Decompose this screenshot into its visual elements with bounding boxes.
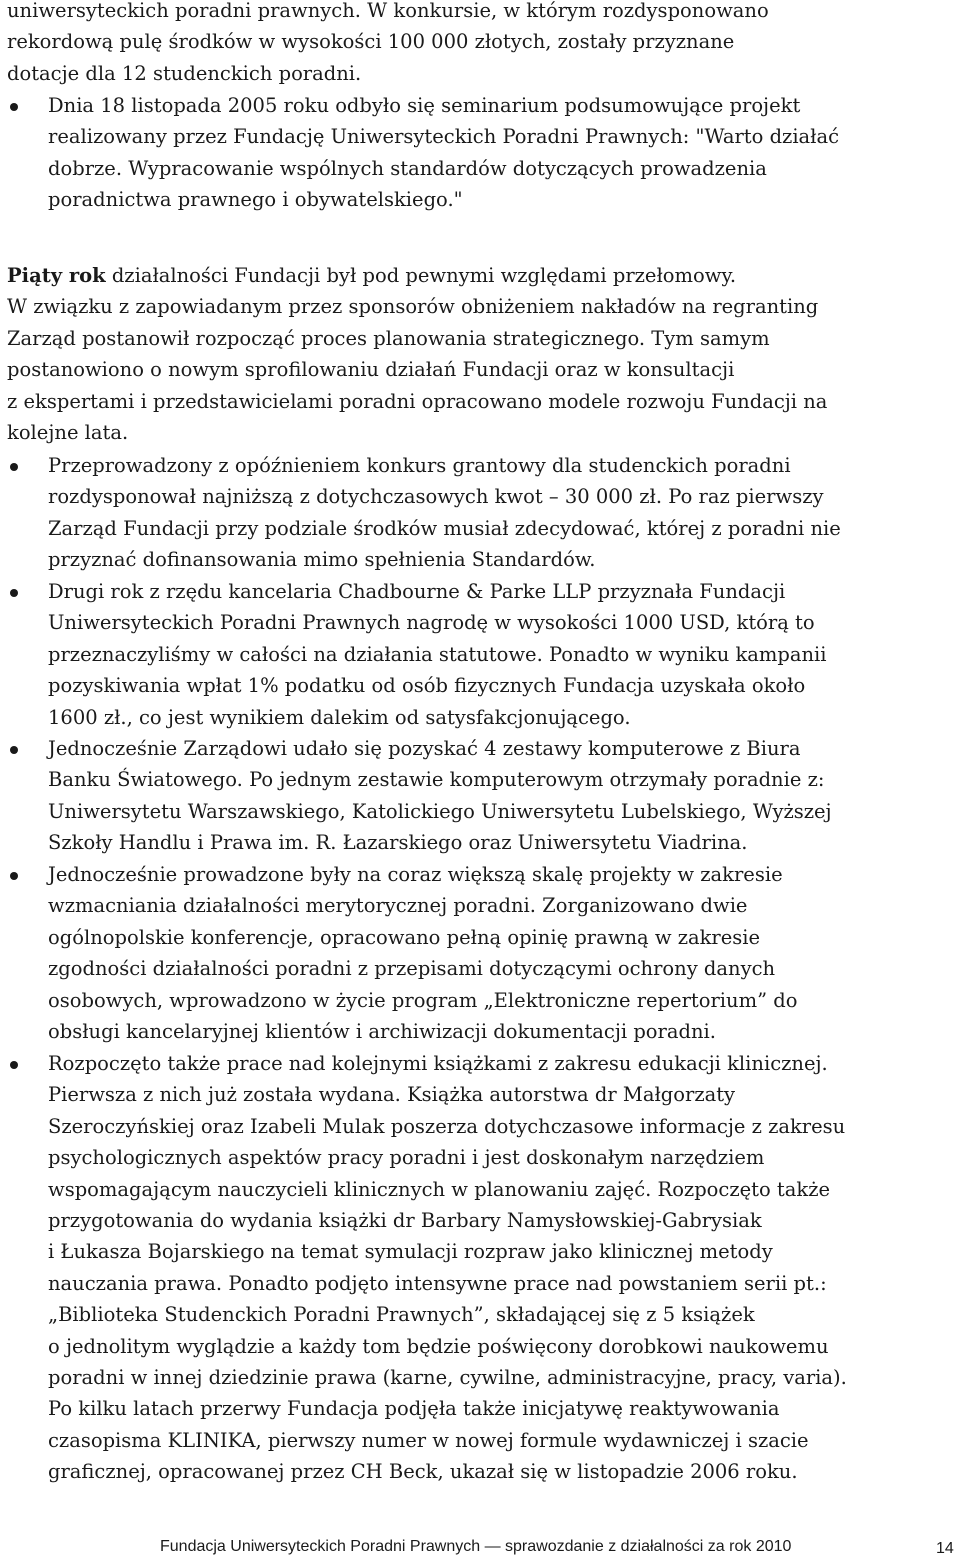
fifth-year-paragraph — [7, 260, 955, 448]
bullet-icon — [10, 746, 18, 754]
bullet-icon — [10, 463, 18, 471]
seminar-bullet-text: Dnia 18 listopada 2005 roku odbyło się seminarium podsumowujące projekt realizowany przez Fundację Uniwersyteckich Poradni Prawnych: "Warto działać dobrze. Wypracowanie wspólnych standardów dotyczących prowadzenia poradnictwa prawnego i obywatelskiego." — [48, 94, 840, 212]
bullet-icon — [10, 103, 18, 111]
bullet-icon — [10, 872, 18, 880]
bullet-icon — [10, 1061, 18, 1069]
intro-paragraph-tail: uniwersyteckich poradni prawnych. W konkursie, w którym rozdysponowano rekordową pulę środków w wysokości 100 000 złotych, zostały przyznane dotacje dla 12 studenckich poradni. — [7, 0, 769, 85]
fifth-year-rest: działalności Fundacji był pod pewnymi względami przełomowy. W związku z zapowiadanym przez sponsorów obniżeniem nakładów na regranting Zarząd postanowił rozpocząć proces planowania strategicznego. Tym samym postanowiono o nowym sprofilowaniu działań Fundacji oraz w konsultacji z ekspertami i przedstawicielami poradni opracowano modele rozwoju Fundacji na kolejne lata. — [7, 264, 828, 445]
fifth-year-bold-lead: Piąty rok — [7, 264, 106, 287]
bullet-item-contest: Przeprowadzony z opóźnieniem konkurs grantowy dla studenckich poradni rozdysponował najniższą z dotychczasowych kwot – 30 000 zł. Po raz pierwszy Zarząd Fundacji przy podziale środków musiał zdecydować, której z poradni nie przyznać dofinansowania mimo spełnienia Standardów. — [48, 454, 841, 572]
page-footer: Fundacja Uniwersyteckich Poradni Prawnych — sprawozdanie z działalności za rok 2010 — [160, 1538, 792, 1555]
bullet-item-award: Drugi rok z rzędu kancelaria Chadbourne & Parke LLP przyznała Fundacji Uniwersyteckich Poradni Prawnych nagrodę w wysokości 1000 USD, którą to przeznaczyliśmy w całości na działania statutowe. Ponadto w wyniku kampanii pozyskiwania wpłat 1% podatku od osób fizycznych Fundacja uzyskała około 1600 zł., co jest wynikiem dalekim od satysfakcjonującego. — [48, 580, 827, 729]
bullet-item-books: Rozpoczęto także prace nad kolejnymi książkami z zakresu edukacji klinicznej. Pierwsza z nich już została wydana. Książka autorstwa dr Małgorzaty Szeroczyńskiej oraz Izabeli Mulak poszerza dotychczasowe informacje z zakresu psychologicznych aspektów pracy poradni i jest doskonałym narzędziem wspomagającym nauczycieli klinicznych w planowaniu zajęć. Rozpoczęto także przygotowania do wydania książki dr Barbary Namysłowskiej-Gabrysiak i Łukasza Bojarskiego na temat symulacji rozpraw jako klinicznej metody nauczania prawa. Ponadto podjęto intensywne prace nad powstaniem serii pt.: „Biblioteka Studenckich Poradni Prawnych”, składającej się z 5 książek o jednolitym wyglądzie a każdy tom będzie poświęcony dorobkowi naukowemu poradni w innej dziedzinie prawa (karne, cywilne, administracyjne, pracy, varia). Po kilku latach przerwy Fundacja podjęła także inicjatywę reaktywowania czasopisma KLINIKA, pierwszy numer w nowej formule wydawniczej i szacie graficznej, opracowanej przez CH Beck, ukazał się w listopadzie 2006 roku. — [48, 1052, 847, 1484]
bullet-item-computers: Jednocześnie Zarządowi udało się pozyskać 4 zestawy komputerowe z Biura Banku Światowego. Po jednym zestawie komputerowym otrzymały poradnie z: Uniwersytetu Warszawskiego, Katolickiego Uniwersytetu Lubelskiego, Wyższej Szkoły Handlu i Prawa im. R. Łazarskiego oraz Uniwersytetu Viadrina. — [48, 737, 832, 855]
bullet-item-conferences: Jednocześnie prowadzone były na coraz większą skalę projekty w zakresie wzmacniania działalności merytorycznej poradni. Zorganizowano dwie ogólnopolskie konferencje, opracowano pełną opinię prawną w zakresie zgodności działalności poradni z przepisami dotyczącymi ochrony danych osobowych, wprowadzono w życie program „Elektroniczne repertorium” do obsługi kancelaryjnej klientów i archiwizacji dokumentacji poradni. — [48, 863, 798, 1044]
bullet-icon — [10, 589, 18, 597]
page-number: 14 — [936, 1540, 954, 1557]
